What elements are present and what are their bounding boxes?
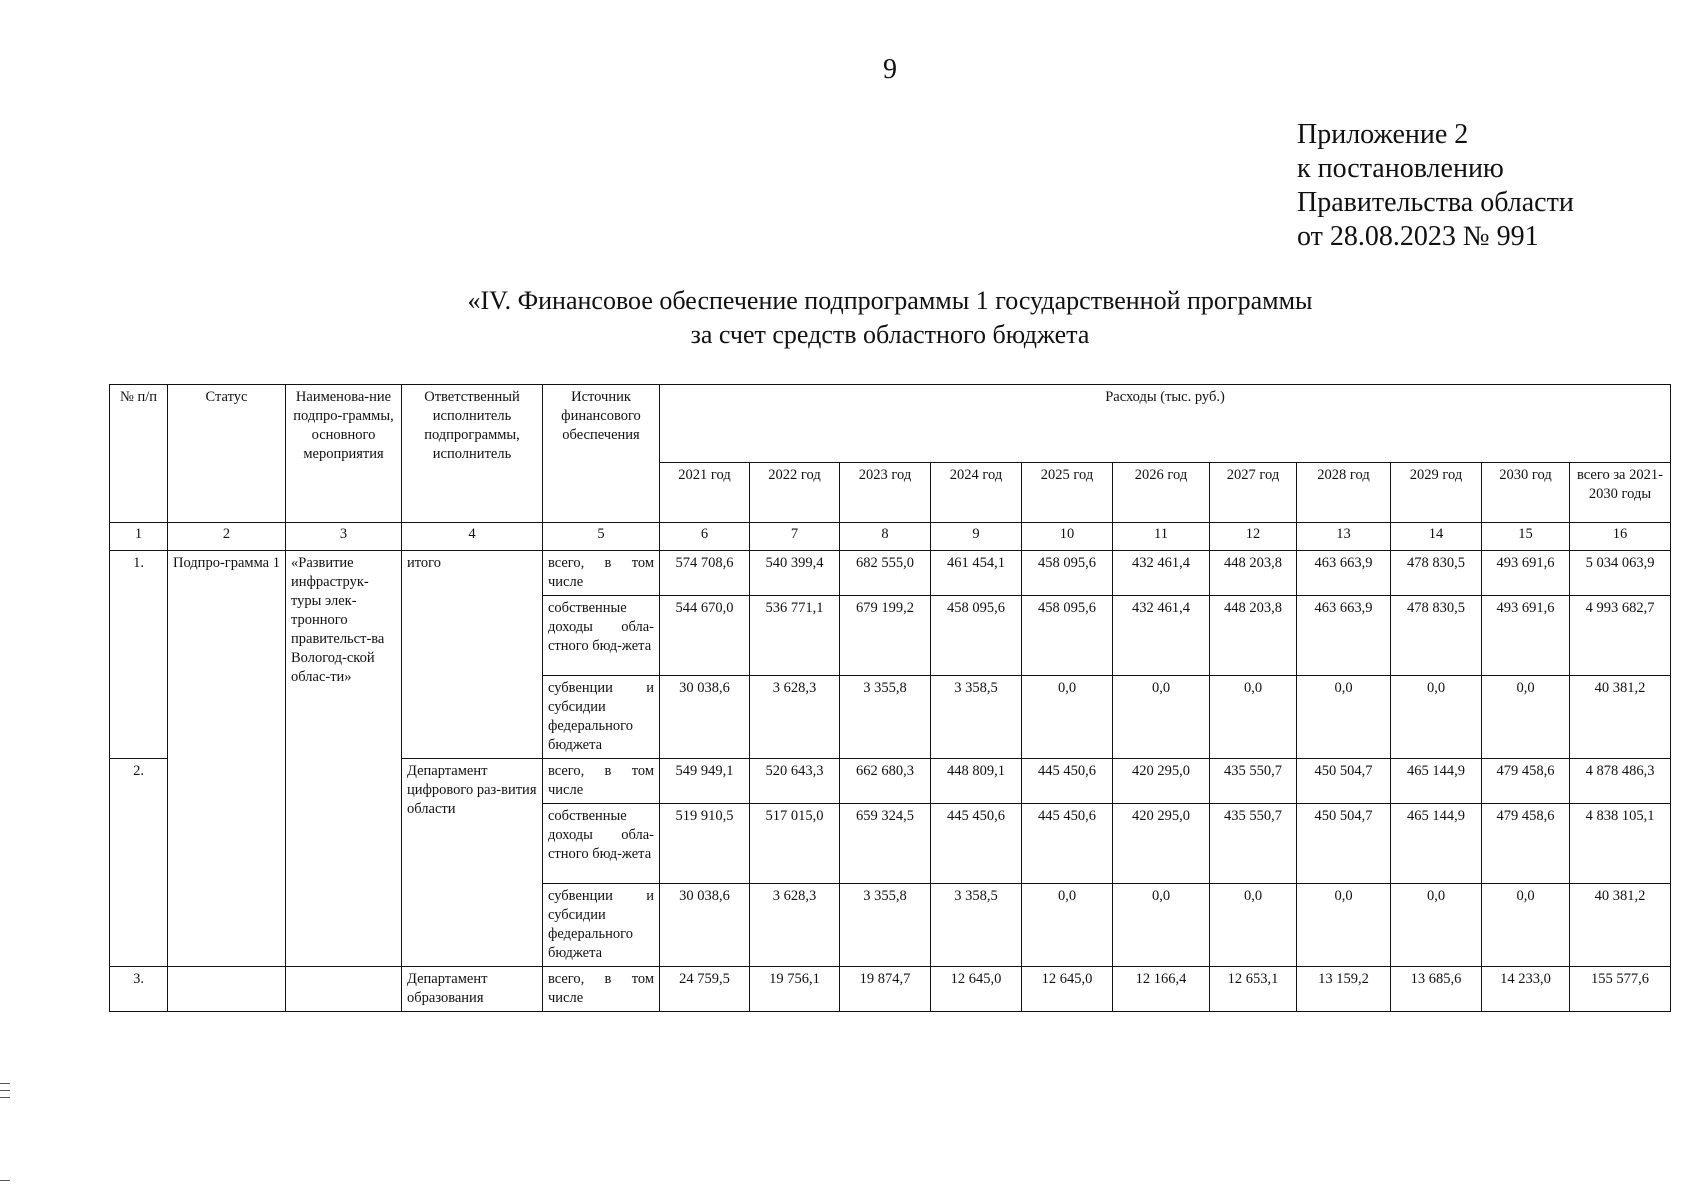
amount-cell: 445 450,6 [1022, 804, 1113, 884]
column-number: 5 [543, 523, 660, 551]
annex-line-2: к постановлению [1297, 153, 1504, 184]
amount-cell: 4 838 105,1 [1570, 804, 1671, 884]
header-year: 2021 год [660, 463, 750, 523]
amount-cell: 12 645,0 [931, 967, 1022, 1012]
column-number: 14 [1391, 523, 1482, 551]
amount-cell: 679 199,2 [840, 596, 931, 676]
amount-cell: 155 577,6 [1570, 967, 1671, 1012]
amount-cell: 540 399,4 [750, 551, 840, 596]
executor: итого [402, 551, 543, 759]
amount-cell: 40 381,2 [1570, 884, 1671, 967]
amount-cell: 465 144,9 [1391, 759, 1482, 804]
column-number: 8 [840, 523, 931, 551]
column-number: 4 [402, 523, 543, 551]
empty-name-cell [286, 967, 402, 1012]
amount-cell: 0,0 [1022, 676, 1113, 759]
document-title-line-2: за счет средств областного бюджета [690, 320, 1090, 349]
funding-source: субвенции и субсидии федерального бюджета [543, 676, 660, 759]
edge-mark [0, 1090, 10, 1091]
column-number: 3 [286, 523, 402, 551]
header-year: 2023 год [840, 463, 931, 523]
amount-cell: 0,0 [1210, 676, 1297, 759]
amount-cell: 519 910,5 [660, 804, 750, 884]
amount-cell: 0,0 [1210, 884, 1297, 967]
amount-cell: 479 458,6 [1482, 759, 1570, 804]
column-number: 10 [1022, 523, 1113, 551]
header-year: 2026 год [1113, 463, 1210, 523]
amount-cell: 662 680,3 [840, 759, 931, 804]
amount-cell: 574 708,6 [660, 551, 750, 596]
edge-mark [0, 1180, 10, 1181]
column-number: 15 [1482, 523, 1570, 551]
amount-cell: 5 034 063,9 [1570, 551, 1671, 596]
amount-cell: 3 628,3 [750, 884, 840, 967]
amount-cell: 445 450,6 [931, 804, 1022, 884]
amount-cell: 30 038,6 [660, 676, 750, 759]
document-title-line-1: «IV. Финансовое обеспечение подпрограммы 1 государственной программы [467, 286, 1313, 315]
header-name: Наименова-ние подпро-граммы, основного мероприятия [286, 385, 402, 523]
amount-cell: 420 295,0 [1113, 804, 1210, 884]
amount-cell: 3 628,3 [750, 676, 840, 759]
header-year: 2029 год [1391, 463, 1482, 523]
column-number: 2 [168, 523, 286, 551]
row-number: 3. [110, 967, 168, 1012]
amount-cell: 0,0 [1113, 884, 1210, 967]
amount-cell: 0,0 [1391, 676, 1482, 759]
column-number: 1 [110, 523, 168, 551]
amount-cell: 12 645,0 [1022, 967, 1113, 1012]
amount-cell: 0,0 [1482, 676, 1570, 759]
funding-source: всего, в том числе [543, 551, 660, 596]
amount-cell: 461 454,1 [931, 551, 1022, 596]
amount-cell: 12 653,1 [1210, 967, 1297, 1012]
executor: Департамент цифрового раз-вития области [402, 759, 543, 967]
amount-cell: 435 550,7 [1210, 759, 1297, 804]
amount-cell: 445 450,6 [1022, 759, 1113, 804]
amount-cell: 3 355,8 [840, 676, 931, 759]
amount-cell: 544 670,0 [660, 596, 750, 676]
funding-source: всего, в том числе [543, 759, 660, 804]
header-expenses: Расходы (тыс. руб.) [660, 385, 1671, 463]
header-year: всего за 2021-2030 годы [1570, 463, 1671, 523]
column-number: 6 [660, 523, 750, 551]
edge-mark [0, 1097, 10, 1098]
header-year: 2022 год [750, 463, 840, 523]
header-source: Источник финансового обеспечения [543, 385, 660, 523]
amount-cell: 12 166,4 [1113, 967, 1210, 1012]
amount-cell: 13 159,2 [1297, 967, 1391, 1012]
amount-cell: 465 144,9 [1391, 804, 1482, 884]
amount-cell: 432 461,4 [1113, 551, 1210, 596]
column-number: 11 [1113, 523, 1210, 551]
document-title [0, 284, 1697, 352]
amount-cell: 0,0 [1022, 884, 1113, 967]
amount-cell: 450 504,7 [1297, 759, 1391, 804]
amount-cell: 493 691,6 [1482, 551, 1570, 596]
amount-cell: 24 759,5 [660, 967, 750, 1012]
column-number: 12 [1210, 523, 1297, 551]
amount-cell: 0,0 [1113, 676, 1210, 759]
column-numbers-row [110, 523, 1671, 551]
amount-cell: 659 324,5 [840, 804, 931, 884]
amount-cell: 30 038,6 [660, 884, 750, 967]
header-status: Статус [168, 385, 286, 523]
amount-cell: 458 095,6 [1022, 551, 1113, 596]
amount-cell: 420 295,0 [1113, 759, 1210, 804]
amount-cell: 0,0 [1391, 884, 1482, 967]
amount-cell: 0,0 [1482, 884, 1570, 967]
header-num: № п/п [110, 385, 168, 523]
amount-cell: 450 504,7 [1297, 804, 1391, 884]
header-year: 2027 год [1210, 463, 1297, 523]
amount-cell: 448 203,8 [1210, 551, 1297, 596]
amount-cell: 536 771,1 [750, 596, 840, 676]
header-year: 2030 год [1482, 463, 1570, 523]
header-executor: Ответственный исполнитель подпрограммы, исполнитель [402, 385, 543, 523]
page-number: 9 [883, 54, 897, 85]
financing-table [109, 384, 1671, 1012]
annex-block [1297, 118, 1574, 254]
amount-cell: 458 095,6 [1022, 596, 1113, 676]
amount-cell: 493 691,6 [1482, 596, 1570, 676]
amount-cell: 479 458,6 [1482, 804, 1570, 884]
amount-cell: 520 643,3 [750, 759, 840, 804]
amount-cell: 3 355,8 [840, 884, 931, 967]
amount-cell: 19 874,7 [840, 967, 931, 1012]
financing-table-body [110, 551, 1671, 1012]
row-number: 1. [110, 551, 168, 759]
header-year: 2024 год [931, 463, 1022, 523]
empty-status-cell [168, 967, 286, 1012]
amount-cell: 517 015,0 [750, 804, 840, 884]
column-number: 16 [1570, 523, 1671, 551]
subprogram-status: Подпро-грамма 1 [168, 551, 286, 967]
header-year: 2028 год [1297, 463, 1391, 523]
amount-cell: 3 358,5 [931, 884, 1022, 967]
amount-cell: 19 756,1 [750, 967, 840, 1012]
amount-cell: 0,0 [1297, 676, 1391, 759]
amount-cell: 448 809,1 [931, 759, 1022, 804]
amount-cell: 14 233,0 [1482, 967, 1570, 1012]
funding-source: собственные доходы обла-стного бюд-жета [543, 596, 660, 676]
amount-cell: 435 550,7 [1210, 804, 1297, 884]
funding-source: всего, в том числе [543, 967, 660, 1012]
header-year: 2025 год [1022, 463, 1113, 523]
funding-source: субвенции и субсидии федерального бюджета [543, 884, 660, 967]
edge-mark [0, 1083, 10, 1084]
amount-cell: 40 381,2 [1570, 676, 1671, 759]
amount-cell: 4 878 486,3 [1570, 759, 1671, 804]
amount-cell: 478 830,5 [1391, 551, 1482, 596]
column-number: 13 [1297, 523, 1391, 551]
funding-source: собственные доходы обла-стного бюд-жета [543, 804, 660, 884]
subprogram-name: «Развитие инфраструк-туры элек-тронного правительст-ва Вологод-ской облас-ти» [286, 551, 402, 967]
table-row [110, 551, 1671, 596]
amount-cell: 13 685,6 [1391, 967, 1482, 1012]
amount-cell: 0,0 [1297, 884, 1391, 967]
executor: Департамент образования [402, 967, 543, 1012]
amount-cell: 682 555,0 [840, 551, 931, 596]
column-number: 7 [750, 523, 840, 551]
amount-cell: 463 663,9 [1297, 551, 1391, 596]
amount-cell: 4 993 682,7 [1570, 596, 1671, 676]
annex-line-4: от 28.08.2023 № 991 [1297, 221, 1539, 252]
amount-cell: 549 949,1 [660, 759, 750, 804]
amount-cell: 458 095,6 [931, 596, 1022, 676]
amount-cell: 448 203,8 [1210, 596, 1297, 676]
annex-line-1: Приложение 2 [1297, 119, 1469, 150]
amount-cell: 432 461,4 [1113, 596, 1210, 676]
table-row [110, 967, 1671, 1012]
row-number: 2. [110, 759, 168, 967]
amount-cell: 3 358,5 [931, 676, 1022, 759]
amount-cell: 463 663,9 [1297, 596, 1391, 676]
amount-cell: 478 830,5 [1391, 596, 1482, 676]
annex-line-3: Правительства области [1297, 187, 1574, 218]
column-number: 9 [931, 523, 1022, 551]
